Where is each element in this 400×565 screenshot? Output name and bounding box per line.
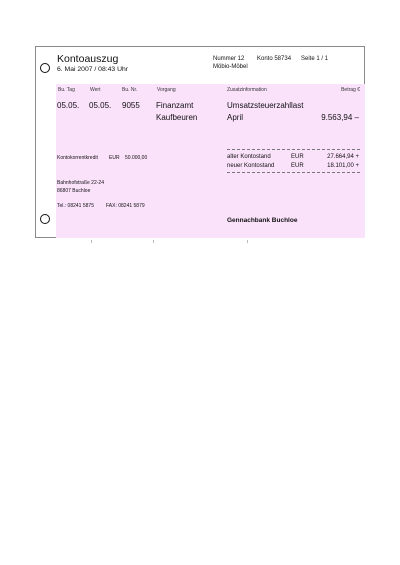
statement-number: Nummer 12 — [213, 56, 245, 62]
statement-date: 6. Mai 2007 / 08:43 Uhr — [57, 66, 129, 73]
punch-hole-top-icon — [40, 63, 50, 73]
credit-currency: EUR — [109, 155, 120, 161]
account-holder: Möbio-Möbel — [213, 64, 248, 70]
credit-amount: 50.000,00 — [125, 155, 148, 161]
old-balance-currency: EUR — [291, 154, 304, 160]
transaction-bu-nr: 9055 — [122, 101, 140, 110]
column-header-bu-tag: Bu. Tag — [58, 87, 75, 93]
transaction-bu-tag: 05.05. — [57, 101, 80, 110]
bank-street: Bahnhofstraße 22-24 — [57, 180, 104, 186]
column-header-betrag: Betrag € — [341, 87, 360, 93]
transaction-vorgang-line2: Kaufbeuren — [156, 113, 198, 122]
transaction-betrag: 9.563,94 – — [321, 113, 359, 122]
new-balance-amount: 18.101,00 + — [327, 163, 359, 169]
column-header-wert: Wert — [90, 87, 101, 93]
page-indicator: Seite 1 / 1 — [301, 56, 329, 62]
statement-footer-background — [56, 221, 365, 238]
statement-title: Kontoauszug — [57, 53, 119, 65]
bank-phone: Tel.: 08241 5875 — [57, 203, 94, 209]
perforation-tick — [247, 240, 248, 243]
transaction-zusatz-line1: Umsatzsteuerzahllast — [227, 101, 304, 110]
perforation-tick — [91, 240, 92, 243]
bank-statement — [35, 46, 365, 238]
column-header-vorgang: Vorgang — [157, 87, 176, 93]
perforation-tick — [153, 240, 154, 243]
balance-bottom-line — [227, 172, 360, 173]
punch-hole-bottom-icon — [40, 214, 50, 224]
balance-separator-line — [227, 149, 360, 150]
new-balance-label: neuer Kontostand — [227, 163, 275, 169]
bank-city: 86807 Buchloe — [57, 188, 91, 194]
transaction-wert: 05.05. — [89, 101, 112, 110]
transaction-vorgang-line1: Finanzamt — [156, 101, 194, 110]
column-header-bu-nr: Bu. Nr. — [122, 87, 138, 93]
bank-fax: FAX: 08241 5879 — [106, 203, 145, 209]
transaction-zusatz-line2: April — [227, 113, 244, 122]
column-header-zusatz: Zusatzinformation — [227, 87, 267, 93]
bank-name: Gennachbank Buchloe — [227, 217, 298, 224]
old-balance-amount: 27.664,94 + — [327, 154, 359, 160]
new-balance-currency: EUR — [291, 163, 304, 169]
old-balance-label: alter Kontostand — [227, 154, 271, 160]
account-number: Konto 58734 — [257, 56, 292, 62]
credit-label: Kontokorrentkredit — [57, 155, 98, 161]
